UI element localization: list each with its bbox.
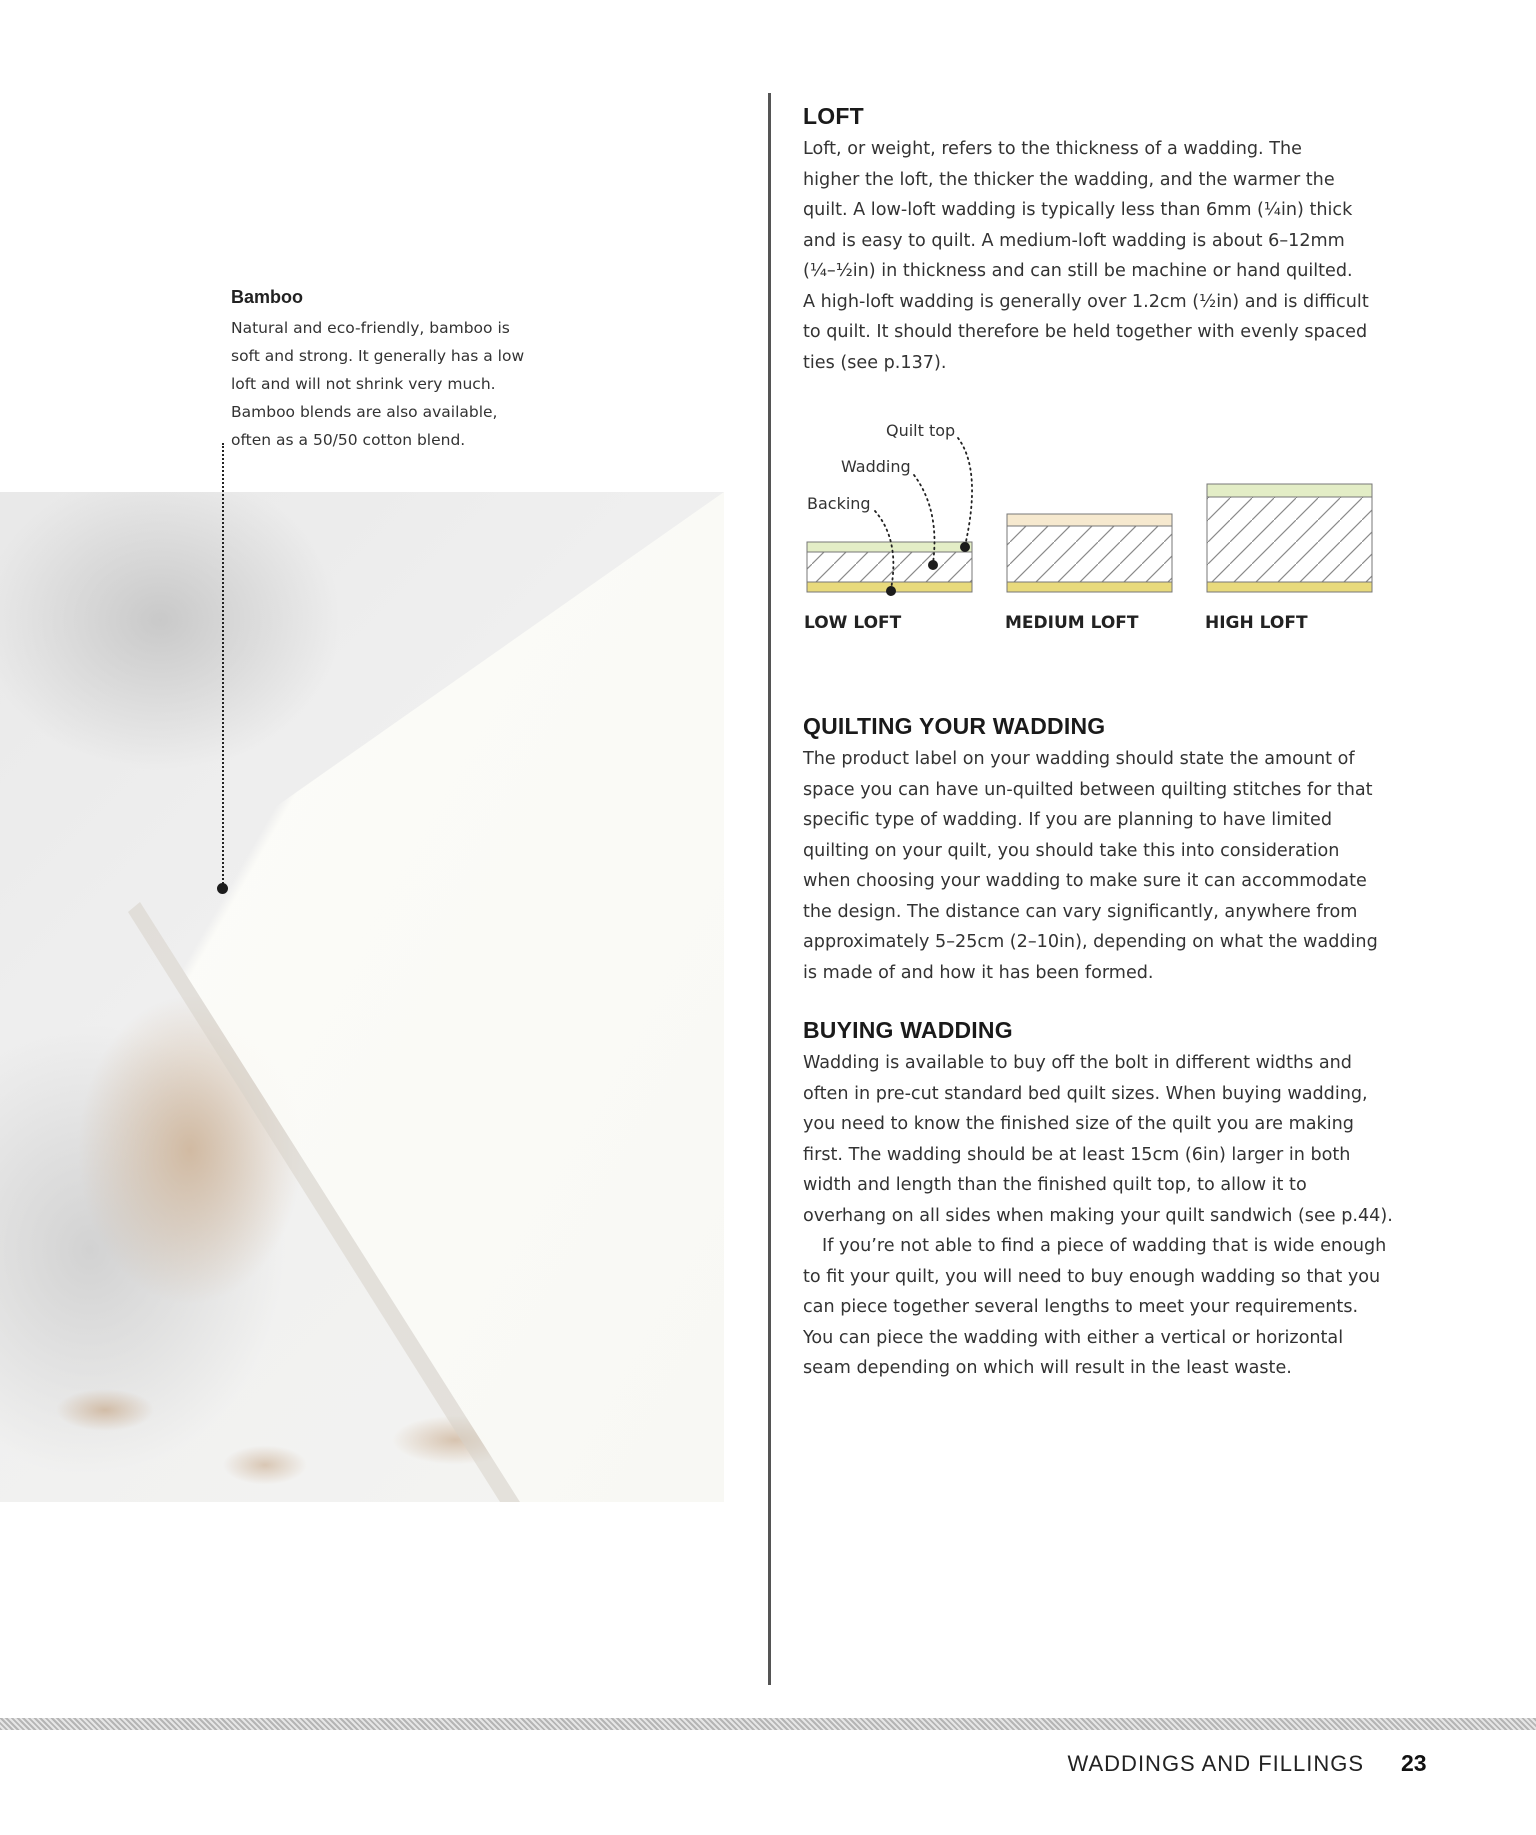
text-line: If you’re not able to find a piece of wadding that is wide enough (822, 1236, 1387, 1256)
caption-leader-line (222, 443, 224, 888)
medium-loft-quilt-top (1007, 514, 1172, 526)
buying-heading: BUYING WADDING (803, 1017, 1013, 1043)
text-line: you need to know the finished size of the quilt you are making (803, 1114, 1354, 1134)
text-line: space you can have un-quilted between quilting stitches for that (803, 779, 1373, 800)
medium-loft-sample (1007, 514, 1172, 592)
low-loft-wadding (807, 552, 972, 582)
footer-pattern-band (0, 1718, 1536, 1730)
buying-section (803, 1017, 1403, 1384)
text-line: higher the loft, the thicker the wadding, and the warmer the (803, 169, 1335, 190)
text-line: (¼–½in) in thickness and can still be machine or hand quilted. (803, 261, 1353, 281)
text-line: the design. The distance can vary significantly, anywhere from (803, 901, 1358, 922)
text-line: You can piece the wadding with either a vertical or horizontal (803, 1327, 1344, 1348)
caption-leader-dot (217, 883, 228, 894)
high-loft-sample (1207, 484, 1372, 592)
backing-label: Backing (807, 494, 871, 513)
text-line: seam depending on which will result in the least waste. (803, 1358, 1292, 1378)
photo-fold (0, 492, 724, 1502)
low-loft-caption: LOW LOFT (804, 613, 902, 633)
medium-loft-backing (1007, 582, 1172, 592)
text-line: to fit your quilt, you will need to buy enough wadding so that you (803, 1266, 1381, 1287)
caption-line: Bamboo blends are also available, (231, 403, 498, 421)
quilting-paragraph (803, 744, 1403, 988)
bamboo-caption (231, 287, 551, 454)
low-loft-sample (807, 542, 972, 592)
text-line: first. The wadding should be at least 15cm (6in) larger in both (803, 1144, 1351, 1165)
text-line: and is easy to quilt. A medium-loft wadding is about 6–12mm (803, 230, 1345, 251)
text-line: ties (see p.137). (803, 352, 947, 373)
caption-line: soft and strong. It generally has a low (231, 347, 525, 365)
wadding-photo (0, 492, 724, 1502)
caption-line: Natural and eco-friendly, bamboo is (231, 319, 510, 337)
high-loft-wadding (1207, 497, 1372, 582)
caption-line: loft and will not shrink very much. (231, 375, 496, 393)
quilting-section (803, 713, 1403, 988)
text-line: quilt. A low-loft wadding is typically less than 6mm (¼in) thick (803, 200, 1353, 220)
text-line: Loft, or weight, refers to the thickness of a wadding. The (803, 139, 1302, 159)
bamboo-caption-body (231, 314, 551, 454)
text-line: to quilt. It should therefore be held together with evenly spaced (803, 322, 1368, 342)
text-line: often in pre-cut standard bed quilt sizes. When buying wadding, (803, 1083, 1368, 1104)
buying-paragraph-2 (803, 1231, 1403, 1384)
wadding-dot (928, 560, 938, 570)
loft-heading: LOFT (803, 103, 864, 129)
high-loft-quilt-top (1207, 484, 1372, 497)
text-line: quilting on your quilt, you should take this into consideration (803, 840, 1340, 861)
wadding-label: Wadding (841, 457, 911, 476)
page-number: 23 (1401, 1750, 1427, 1776)
quilting-heading: QUILTING YOUR WADDING (803, 713, 1106, 739)
text-line: A high-loft wadding is generally over 1.2cm (½in) and is difficult (803, 291, 1369, 312)
quilt-top-leader (958, 438, 972, 546)
text-line: Wadding is available to buy off the bolt in different widths and (803, 1053, 1352, 1073)
high-loft-caption: HIGH LOFT (1205, 613, 1308, 633)
backing-dot (886, 586, 896, 596)
loft-diagram (790, 410, 1410, 640)
text-line: The product label on your wadding should state the amount of (803, 749, 1355, 769)
quilt-top-dot (960, 542, 970, 552)
text-line: when choosing your wadding to make sure it can accommodate (803, 871, 1367, 891)
caption-line: often as a 50/50 cotton blend. (231, 431, 466, 449)
medium-loft-wadding (1007, 526, 1172, 582)
quilt-top-label: Quilt top (886, 421, 956, 440)
buying-paragraph-1 (803, 1048, 1403, 1231)
text-line: overhang on all sides when making your quilt sandwich (see p.44). (803, 1205, 1393, 1226)
medium-loft-caption: MEDIUM LOFT (1005, 613, 1139, 633)
text-line: specific type of wadding. If you are planning to have limited (803, 810, 1332, 830)
high-loft-backing (1207, 582, 1372, 592)
running-head: WADDINGS AND FILLINGS (1067, 1751, 1364, 1776)
low-loft-quilt-top (807, 542, 972, 552)
text-line: can piece together several lengths to meet your requirements. (803, 1297, 1359, 1317)
text-line: width and length than the finished quilt top, to allow it to (803, 1175, 1307, 1195)
column-divider (768, 93, 771, 1685)
text-line: is made of and how it has been formed. (803, 962, 1154, 983)
bamboo-caption-title: Bamboo (231, 287, 303, 307)
loft-section (803, 103, 1403, 378)
loft-paragraph (803, 134, 1403, 378)
text-line: approximately 5–25cm (2–10in), depending on what the wadding (803, 932, 1378, 952)
